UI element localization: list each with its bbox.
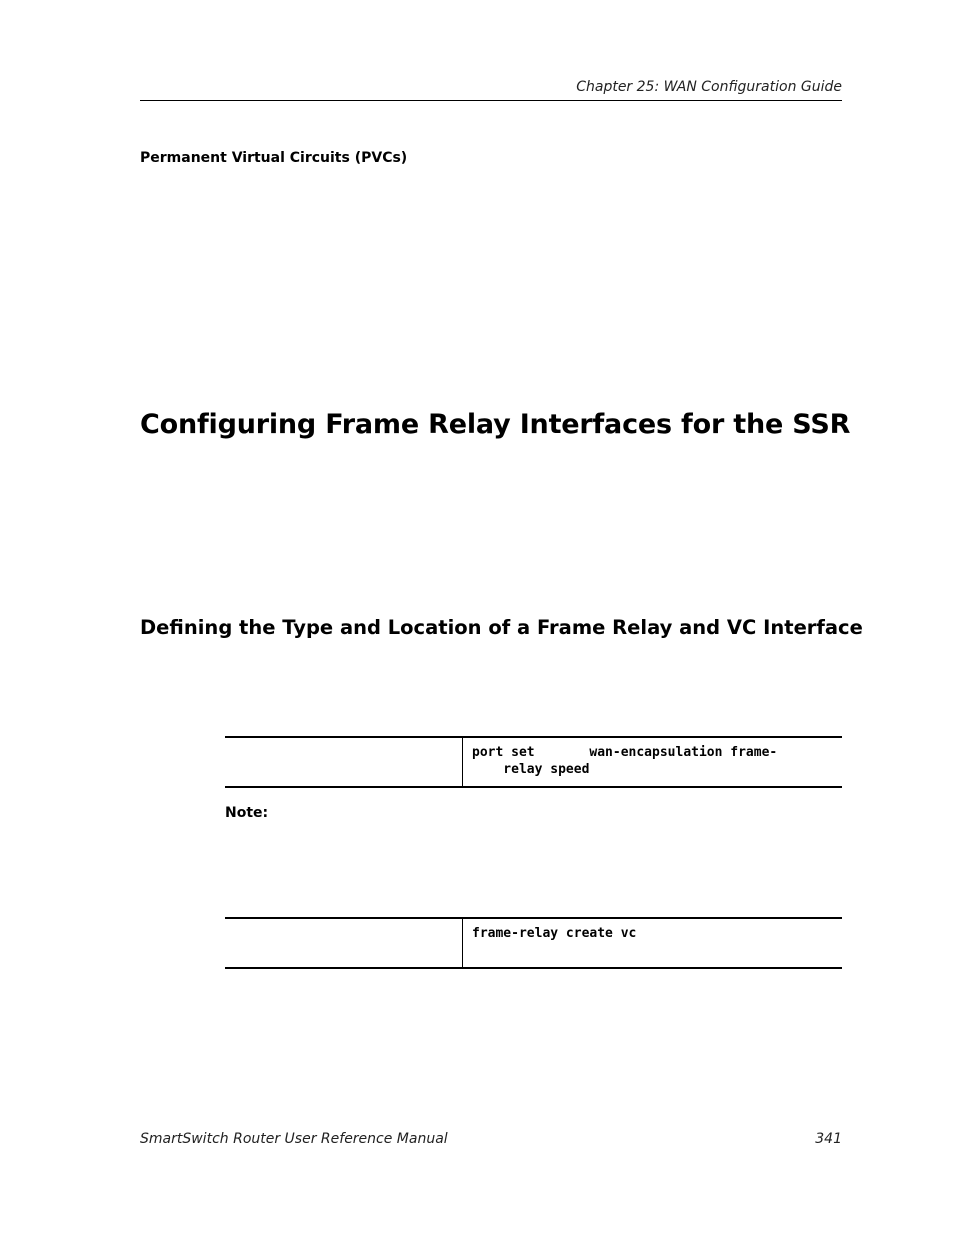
table-description-cell bbox=[225, 738, 463, 786]
chapter-title: Chapter 25: WAN Configuration Guide bbox=[576, 79, 842, 95]
command-table-create-vc bbox=[225, 917, 842, 969]
table-description-cell bbox=[225, 919, 463, 967]
header-divider bbox=[140, 100, 842, 101]
section-heading: Configuring Frame Relay Interfaces for the SSR bbox=[140, 409, 851, 440]
note-label: Note: bbox=[225, 805, 269, 821]
subsection-heading: Defining the Type and Location of a Frame Relay and VC Interface bbox=[140, 616, 863, 639]
manual-title: SmartSwitch Router User Reference Manual bbox=[140, 1131, 448, 1147]
pvc-heading: Permanent Virtual Circuits (PVCs) bbox=[140, 150, 408, 166]
page-number: 341 bbox=[815, 1131, 842, 1147]
command-table-port-set bbox=[225, 736, 842, 788]
table-command-cell: port set wan-encapsulation frame- relay speed bbox=[472, 745, 778, 777]
table-command-cell: frame-relay create vc bbox=[472, 926, 637, 941]
